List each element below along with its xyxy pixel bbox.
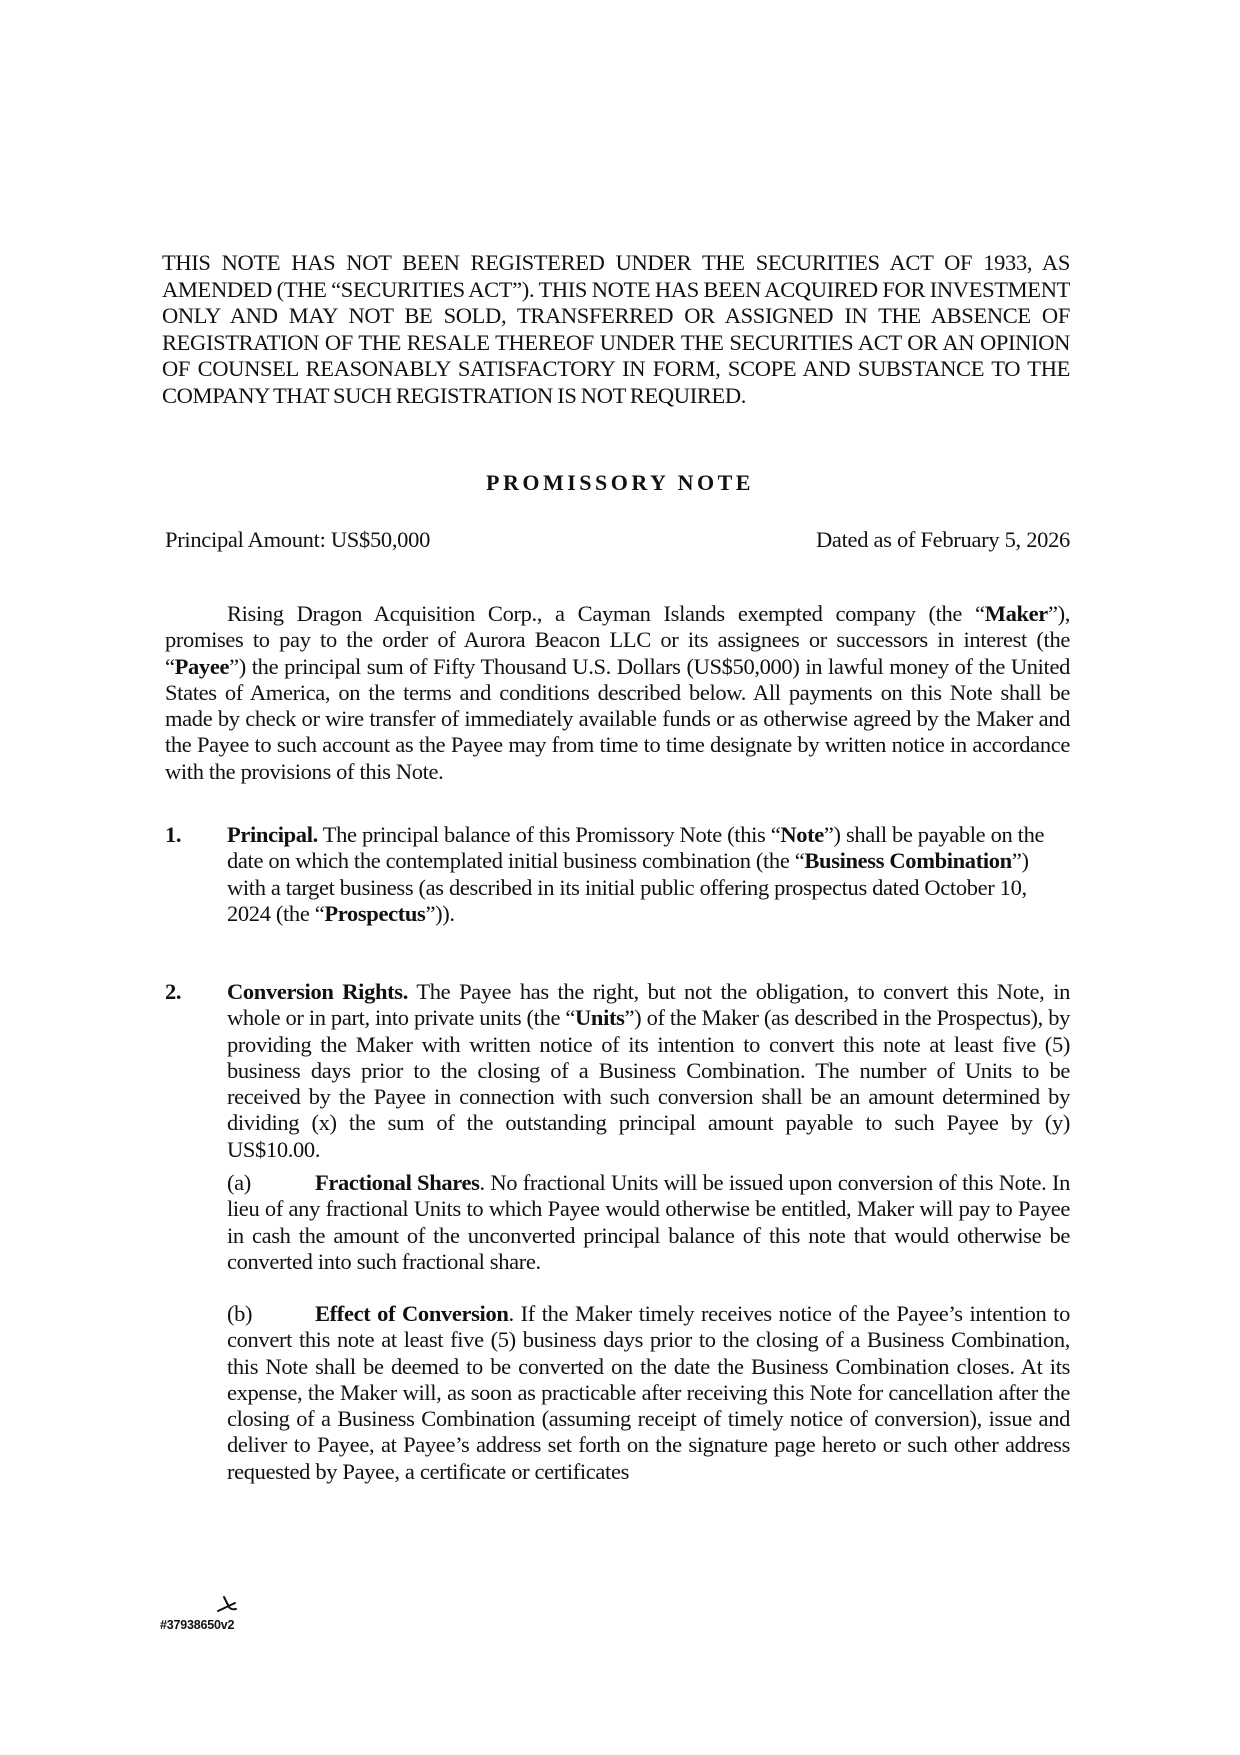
handwritten-initials-icon bbox=[215, 1594, 239, 1614]
section-body: The principal balance of this Promissory Note (this “ bbox=[317, 822, 781, 847]
section-conversion-rights bbox=[165, 979, 1070, 1163]
principal-amount: Principal Amount: US$50,000 bbox=[165, 527, 431, 552]
section-principal bbox=[165, 822, 1070, 927]
defined-term-maker: Maker bbox=[984, 601, 1048, 626]
intro-text: ”) the principal sum of Fifty Thousand U.S. Dollars (US$50,000) in lawful money of the United States of America, on the terms and conditions described below. All payments on this Note shall be made by check or wire transfer of immediately available funds or as otherwise agreed by the Maker and the Payee to such account as the Payee may from time to time designate by written notice in accordance with the provisions of this Note. bbox=[165, 653, 1070, 784]
section-body: ”) with a target business (as described in its initial public offering prospectus dated October 10, 2024 (the “ bbox=[227, 848, 1029, 926]
section-body: The Payee has the right, but not the obligation, to convert this Note, in whole or in part, into private units (the “ bbox=[227, 979, 1071, 1031]
section-heading: Conversion Rights. bbox=[227, 979, 408, 1004]
defined-term-payee: Payee bbox=[174, 653, 230, 679]
subsection-body: . If the Maker timely receives notice of the Payee’s intention to convert this note at least five (5) business days prior to the closing of a Business Combination, this Note shall be deemed to be converted on the date the Business Combination closes. At its expense, the Maker will, as soon as practicable after receiving this Note for cancellation after the closing of a Business Combination (assuming receipt of timely notice of conversion), issue and deliver to Payee, at Payee’s address set forth on the signature page hereto or such other address requested by Payee, a certificate or certificates bbox=[227, 1301, 1070, 1484]
subsection-effect-of-conversion bbox=[227, 1301, 1070, 1485]
section-heading: Principal. bbox=[227, 822, 318, 847]
section-body: ”) of the Maker (as described in the Prospectus), by providing the Maker with written notice of its intention to convert this note at least five (5) business days prior to the closing of a Business Combination. The number of Units to be received by the Payee in connection with such conversion shall be an amount determined by dividing (x) the sum of the outstanding principal amount payable to such Payee by (y) US$10.00. bbox=[227, 1005, 1070, 1162]
document-title: PROMISSORY NOTE bbox=[486, 470, 754, 495]
section-body: ”)). bbox=[425, 900, 455, 926]
section-text bbox=[227, 979, 1070, 1163]
subsection-heading: Effect of Conversion bbox=[315, 1301, 509, 1326]
section-text bbox=[227, 822, 1070, 927]
intro-text: Rising Dragon Acquisition Corp., a Cayman Islands exempted company (the “ bbox=[227, 601, 985, 626]
section-number: 1. bbox=[165, 822, 182, 847]
intro-paragraph bbox=[165, 601, 1070, 785]
section-number: 2. bbox=[165, 979, 182, 1004]
dated-as-of: Dated as of February 5, 2026 bbox=[815, 527, 1070, 552]
subsection-heading: Fractional Shares bbox=[315, 1170, 480, 1195]
subsection-fractional-shares bbox=[227, 1170, 1070, 1275]
defined-term-units: Units bbox=[575, 1005, 625, 1031]
defined-term-prospectus: Prospectus bbox=[324, 900, 426, 926]
note-meta-row bbox=[165, 527, 1070, 553]
defined-term-note: Note bbox=[780, 822, 824, 847]
intro-text: ”), promises to pay to the order of Aurora Beacon LLC or its assignees or successors in interest (the “ bbox=[165, 601, 1070, 679]
subsection-body: . No fractional Units will be issued upon conversion of this Note. In lieu of any fractional Units to which Payee would otherwise be entitled, Maker will pay to Payee in cash the amount of the unconverted principal balance of this note that would otherwise be converted into such fractional share. bbox=[227, 1170, 1070, 1274]
securities-legend: THIS NOTE HAS NOT BEEN REGISTERED UNDER THE SECURITIES ACT OF 1933, AS AMENDED (THE “SECURITIES ACT”). THIS NOTE HAS BEEN ACQUIRED FOR INVESTMENT ONLY AND MAY NOT BE SOLD, TRANSFERRED OR ASSIGNED IN THE ABSENCE OF REGISTRATION OF THE RESALE THEREOF UNDER THE SECURITIES ACT OR AN OPINION OF COUNSEL REASONABLY SATISFACTORY IN FORM, SCOPE AND SUBSTANCE TO THE COMPANY THAT SUCH REGISTRATION IS NOT REQUIRED. bbox=[162, 250, 1070, 408]
defined-term-business-combination: Business Combination bbox=[804, 848, 1012, 874]
document-id: #37938650v2 bbox=[160, 1618, 235, 1632]
subsection-label: (a) bbox=[227, 1170, 251, 1195]
subsection-label: (b) bbox=[227, 1301, 253, 1326]
section-body: ”) shall be payable on the date on which the contemplated initial business combination (the “ bbox=[227, 822, 1045, 874]
